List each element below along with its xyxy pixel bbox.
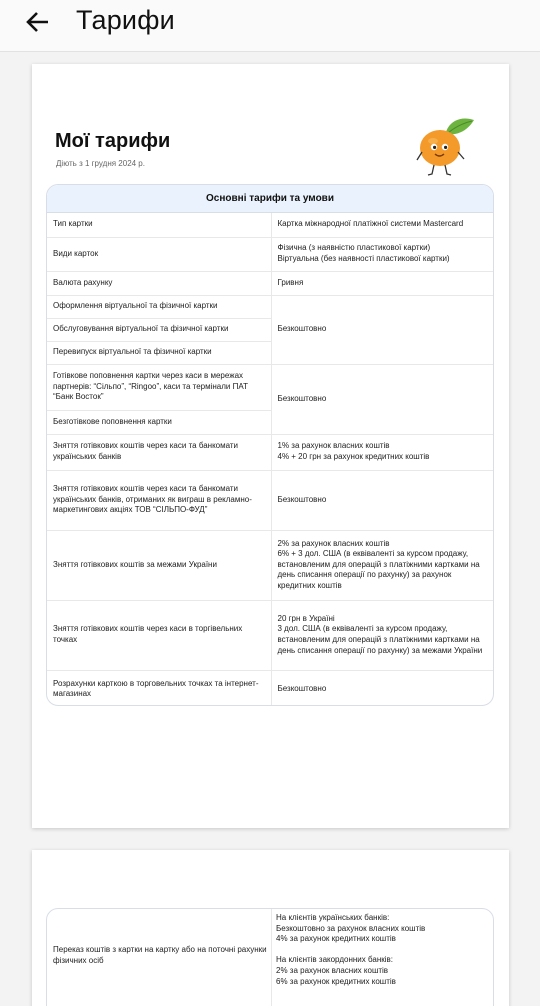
row-value: 1% за рахунок власних коштів 4% + 20 грн за рахунок кредитних коштів (271, 434, 493, 470)
tariffs-table (47, 213, 493, 706)
row-label: Зняття готівкових коштів через каси в торгівельних точках (47, 600, 271, 670)
transfers-table-card (46, 908, 494, 1006)
row-value-group: Безкоштовно (271, 364, 493, 434)
row-value: Фізична (з наявністю пластикової картки) Віртуальна (без наявності пластикової картки) (271, 237, 493, 271)
row-label: Обслуговування віртуальної та фізичної картки (47, 318, 271, 341)
row-label: Розрахунки карткою в торговельних точках та інтернет-магазинах (47, 670, 271, 706)
table-row (47, 237, 493, 271)
table-row (47, 600, 493, 670)
row-label: Види карток (47, 237, 271, 271)
document-title: Мої тарифи (55, 130, 171, 152)
row-label: Тип картки (47, 213, 271, 237)
table-row (47, 271, 493, 295)
arrow-left-icon (22, 6, 54, 38)
row-value: 2% за рахунок власних коштів 6% + 3 дол. США (в еквіваленті за курсом продажу, встановленим для операцій з платіжними картками на день списання операції по рахунку) за рахунок кредитних коштів (271, 530, 493, 600)
table-row (47, 530, 493, 600)
document-subtitle: Діють з 1 грудня 2024 р. (56, 159, 145, 168)
table-row (47, 213, 493, 237)
row-value-group: Безкоштовно (271, 295, 493, 364)
row-label: Безготівкове поповнення картки (47, 410, 271, 434)
row-value: Картка міжнародної платіжної системи Mastercard (271, 213, 493, 237)
row-label: Зняття готівкових коштів через каси та банкомати українських банків (47, 434, 271, 470)
table-row (47, 364, 493, 410)
row-value: Безкоштовно (271, 470, 493, 530)
row-label: Переказ коштів з картки на картку або на поточні рахунки фізичних осіб (53, 945, 267, 965)
table-row (47, 670, 493, 706)
row-label: Перевипуск віртуальної та фізичної картки (47, 341, 271, 364)
row-value: Гривня (271, 271, 493, 295)
row-label: Готівкове поповнення картки через каси в мережах партнерів: “Сільпо”, “Ringoo”, каси та термінали ПАТ “Банк Восток” (47, 364, 271, 410)
row-label: Зняття готівкових коштів через каси та банкомати українських банків, отриманих як виграш в рекламно-маркетингових акціях ТОВ “СІЛЬПО-ФУД” (47, 470, 271, 530)
document-page-2 (32, 850, 509, 1006)
back-button[interactable] (22, 6, 54, 38)
app-bar (0, 0, 540, 52)
row-label: Валюта рахунку (47, 271, 271, 295)
table-row (47, 470, 493, 530)
row-label: Зняття готівкових коштів за межами України (47, 530, 271, 600)
page-title: Тарифи (76, 5, 175, 35)
row-value: На клієнтів українських банків: Безкоштовно за рахунок власних коштів 4% за рахунок кредитних коштів На клієнтів закордонних банків: 2% за рахунок власних коштів 6% за рахунок кредитних коштів (276, 913, 426, 986)
table-row (47, 295, 493, 318)
row-value: 20 грн в Україні 3 дол. США (в еквіваленті за курсом продажу, встановленим для операцій з платіжними картками на день списання операції по рахунку) за межами України (271, 600, 493, 670)
column-divider (271, 909, 272, 1006)
document-page-1 (32, 64, 509, 828)
tangerine-mascot-icon (416, 114, 478, 178)
tariffs-table-card (46, 184, 494, 706)
row-label: Оформлення віртуальної та фізичної картки (47, 295, 271, 318)
row-value: Безкоштовно (277, 683, 327, 693)
table-row (47, 434, 493, 470)
tariffs-table-header: Основні тарифи та умови (47, 185, 493, 213)
